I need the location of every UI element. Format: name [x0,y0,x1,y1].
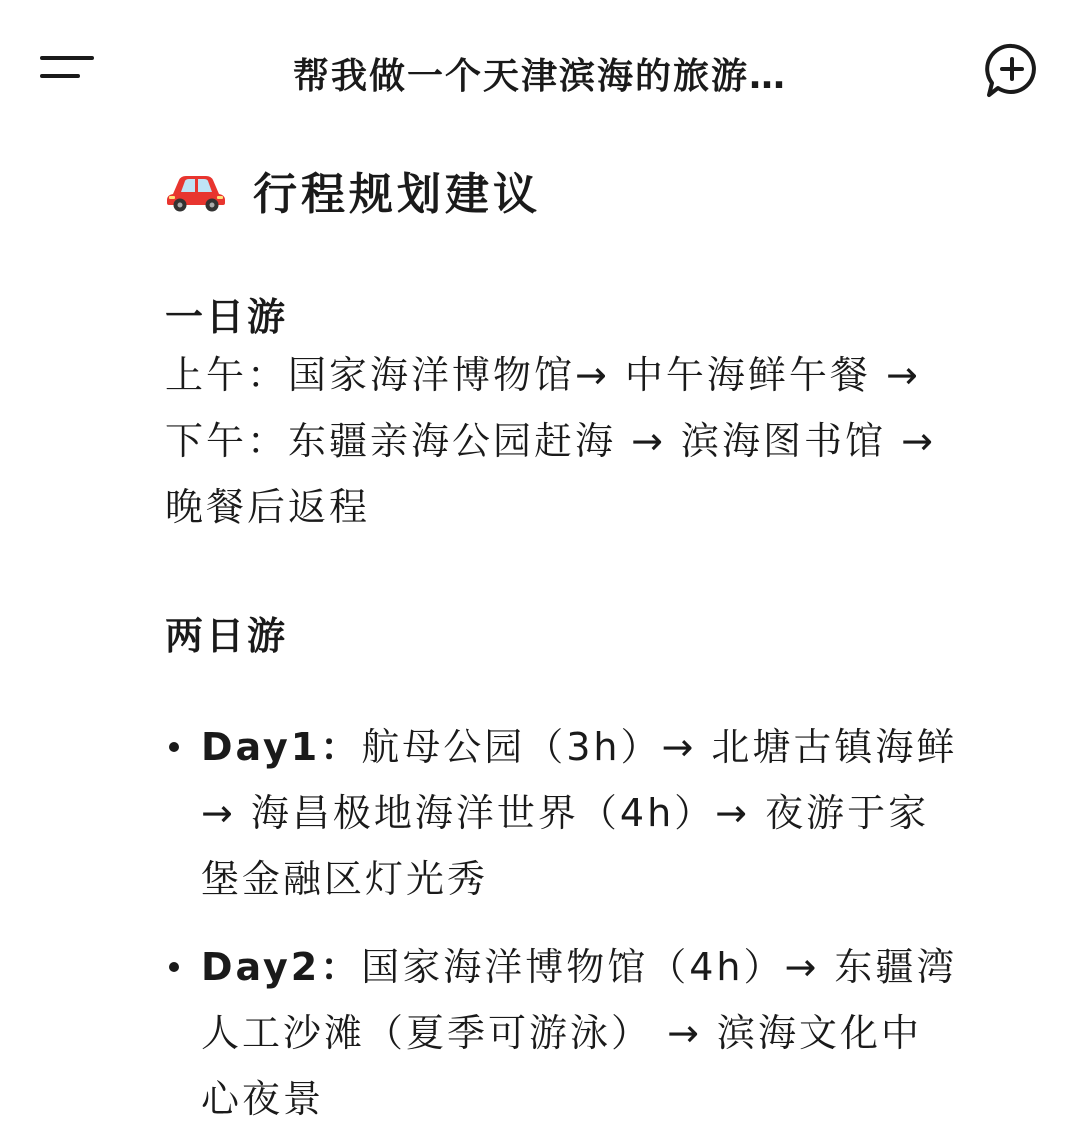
bullet-dot [169,962,179,972]
one-day-heading: 一日游 [165,295,289,339]
one-day-line: 晚餐后返程 [165,485,371,529]
two-day-heading: 两日游 [165,614,289,658]
day1-line: 堡金融区灯光秀 [201,857,489,901]
list-item-day1 [165,714,1045,914]
top-bar [0,0,1080,140]
day2-line: 国家海洋博物馆（4h）→ 东疆湾 [361,945,958,989]
new-chat-plus-icon [982,40,1042,100]
bullet-dot [169,742,179,752]
section-title [165,150,1045,230]
menu-button[interactable] [40,50,96,86]
section-title-text: 行程规划建议 [253,169,541,220]
day2-line: 人工沙滩（夏季可游泳） → 滨海文化中 [201,1011,922,1055]
list-item-day2 [165,934,1045,1134]
day2-line: 心夜景 [201,1077,325,1121]
message-content [165,150,1045,1121]
day1-line: → 海昌极地海洋世界（4h）→ 夜游于家 [201,791,930,835]
one-day-line: 上午：国家海洋博物馆→ 中午海鲜午餐 → [165,353,921,397]
one-day-line: 下午：东疆亲海公园赶海 → 滨海图书馆 → [165,419,936,463]
day2-tag: Day2： [201,945,362,989]
new-chat-button[interactable] [982,40,1042,100]
conversation-title[interactable]: 帮我做一个天津滨海的旅游… [292,56,787,97]
car-icon [165,168,227,212]
day1-tag: Day1： [201,725,362,769]
day1-line: 航母公园（3h）→ 北塘古镇海鲜 [361,725,958,769]
